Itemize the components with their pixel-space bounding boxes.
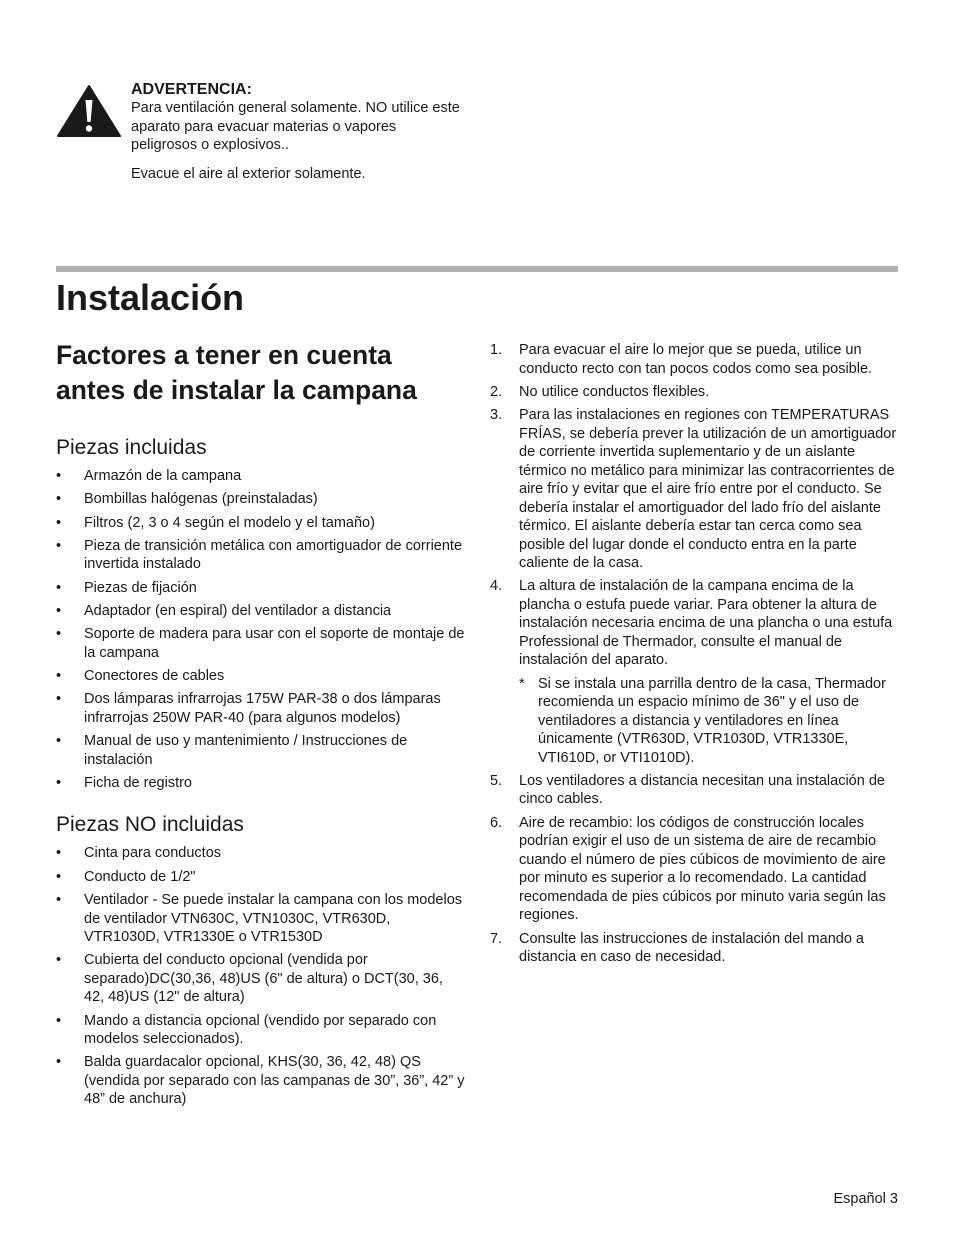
not-included-parts-title: Piezas NO incluidas <box>56 813 244 837</box>
included-part-item-text: Adaptador (en espiral) del ventilador a distancia <box>84 602 392 619</box>
included-part-item-text: Manual de uso y mantenimiento / Instrucciones de instalación <box>84 733 408 768</box>
left-column <box>56 338 466 1114</box>
included-parts-title: Piezas incluidas <box>56 436 207 459</box>
not-included-part-item <box>56 951 466 1007</box>
step-number: 6. <box>490 814 503 831</box>
step-text: Para evacuar el aire lo mejor que se pueda, utilice un conducto recto con tan pocos codos como sea posible. <box>519 342 873 377</box>
warning-body: Para ventilación general solamente. NO utilice este aparato para evacuar materias o vapores peligrosos o explosivos.. <box>131 100 460 153</box>
included-part-item-text: Pieza de transición metálica con amortiguador de corriente invertida instalado <box>84 537 463 573</box>
included-part-item <box>56 625 466 662</box>
not-included-part-item-text: Ventilador - Se puede instalar la campana con los modelos de ventilador VTN630C, VTN1030C, VTR630D, VTR1030D, VTR1330E o VTR1530D <box>84 892 463 946</box>
included-part-item-text: Bombillas halógenas (preinstaladas) <box>84 491 318 508</box>
step-text: No utilice conductos flexibles. <box>519 383 710 400</box>
step-text: Aire de recambio: los códigos de construcción locales podrían exigir el uso de un sistema de aire de recambio cuando el número de pies cúbicos de movimiento de aire por minuto es superior a lo recomendado. La cantidad recomendada de pies cúbicos por minuto varia según las regiones. <box>519 814 886 924</box>
not-included-part-item-text: Mando a distancia opcional (vendido por separado con modelos seleccionados). <box>84 1012 437 1048</box>
page-footer: Español 3 <box>833 1191 898 1207</box>
step-item <box>490 341 900 378</box>
step-item <box>490 577 900 767</box>
included-part-item <box>56 467 466 486</box>
step-note <box>519 675 900 768</box>
warning-title: ADVERTENCIA: <box>131 81 252 98</box>
not-included-part-item-text: Conducto de 1/2" <box>84 868 196 885</box>
included-parts-list <box>56 467 466 792</box>
not-included-part-item <box>56 844 466 863</box>
included-part-item-text: Conectores de cables <box>84 668 225 685</box>
warning-body-exterior: Evacue el aire al exterior solamente. <box>131 165 366 182</box>
not-included-part-item-text: Cinta para conductos <box>84 845 222 862</box>
bullet-icon: • <box>56 514 62 531</box>
included-part-item-text: Soporte de madera para usar con el soporte de montaje de la campana <box>84 626 465 661</box>
included-part-item <box>56 774 466 793</box>
not-included-part-item <box>56 1012 466 1049</box>
section-title: Factores a tener en cuenta antes de instalar la campana <box>56 340 417 405</box>
bullet-icon: • <box>56 1012 62 1029</box>
included-part-item-text: Armazón de la campana <box>84 468 242 484</box>
step-number: 7. <box>490 930 503 947</box>
included-part-item-text: Piezas de fijación <box>84 579 197 596</box>
bullet-icon: • <box>56 868 62 885</box>
step-text: Consulte las instrucciones de instalación del mando a distancia en caso de necesidad. <box>519 930 864 966</box>
warning-text <box>131 80 461 183</box>
not-included-part-item-text: Cubierta del conducto opcional (vendida por separado)DC(30,36, 48)US (6" de altura) o DCT(30, 36, 42, 48)US (12" de altura) <box>84 952 443 1006</box>
note-text: Si se instala una parrilla dentro de la casa, Thermador recomienda un espacio mínimo de 36" y el uso de ventiladores a distancia y ventiladores en línea únicamente (VTR630D, VTR1030D, VTR1330E, VTI610D, or VTI1010D). <box>538 675 886 766</box>
included-part-item <box>56 490 466 509</box>
included-part-item-text: Dos lámparas infrarrojas 175W PAR-38 o dos lámparas infrarrojas 250W PAR-40 (para algunos modelos) <box>84 691 441 726</box>
included-part-item <box>56 667 466 686</box>
step-item <box>490 930 900 967</box>
not-included-parts-list <box>56 844 466 1108</box>
bullet-icon: • <box>56 733 62 750</box>
bullet-icon: • <box>56 774 62 791</box>
step-number: 4. <box>490 578 503 595</box>
step-item <box>490 383 900 402</box>
note-marker: * <box>519 675 525 692</box>
included-part-item-text: Filtros (2, 3 o 4 según el modelo y el tamaño) <box>84 514 375 531</box>
included-part-item <box>56 732 466 769</box>
step-item <box>490 406 900 573</box>
step-number: 5. <box>490 772 503 789</box>
bullet-icon: • <box>56 952 62 969</box>
included-part-item <box>56 690 466 727</box>
step-item <box>490 814 900 925</box>
bullet-icon: • <box>56 845 62 862</box>
bullet-icon: • <box>56 537 62 554</box>
installation-steps-list <box>490 341 900 967</box>
bullet-icon: • <box>56 579 62 596</box>
included-part-item <box>56 537 466 574</box>
section-divider <box>56 266 898 272</box>
right-column <box>490 341 900 971</box>
bullet-icon: • <box>56 1054 62 1071</box>
step-text: La altura de instalación de la campana encima de la plancha o estufa puede variar. Para obtener la altura de instalación necesaria encima de una plancha o una estufa Professional de Thermador, consulte el manual de instalación del aparato. <box>519 578 893 669</box>
warning-triangle-icon <box>56 84 122 138</box>
not-included-part-item <box>56 1053 466 1109</box>
included-part-item <box>56 579 466 598</box>
step-text: Los ventiladores a distancia necesitan una instalación de cinco cables. <box>519 772 885 808</box>
not-included-part-item <box>56 891 466 947</box>
bullet-icon: • <box>56 491 62 508</box>
included-part-item <box>56 514 466 533</box>
step-text: Para las instalaciones en regiones con TEMPERATURAS FRÍAS, se debería prever la utilización de un amortiguador de corriente invertida suplementario y de un aislante térmico no metálico para minimizar las contracorrientes de aire frío y evitar que el aire frío entre por el conducto. Se debería instalar el amortiguador del lado frío del aislante térmico. El aislante debería estar tan cerca como sea posible del lugar donde el conducto entra en la parte caliente de la casa. <box>519 407 897 572</box>
step-item <box>490 772 900 809</box>
not-included-part-item <box>56 868 466 887</box>
bullet-icon: • <box>56 626 62 643</box>
step-number: 3. <box>490 407 503 424</box>
page-title: Instalación <box>56 277 245 318</box>
included-part-item-text: Ficha de registro <box>84 774 192 791</box>
bullet-icon: • <box>56 691 62 708</box>
bullet-icon: • <box>56 602 62 619</box>
bullet-icon: • <box>56 668 62 685</box>
step-number: 1. <box>490 342 503 358</box>
step-number: 2. <box>490 383 503 400</box>
bullet-icon: • <box>56 468 62 484</box>
bullet-icon: • <box>56 892 62 909</box>
included-part-item <box>56 602 466 621</box>
not-included-part-item-text: Balda guardacalor opcional, KHS(30, 36, 42, 48) QS (vendida por separado con las campanas de 30”, 36”, 42” y 48” de anchura) <box>84 1054 465 1108</box>
